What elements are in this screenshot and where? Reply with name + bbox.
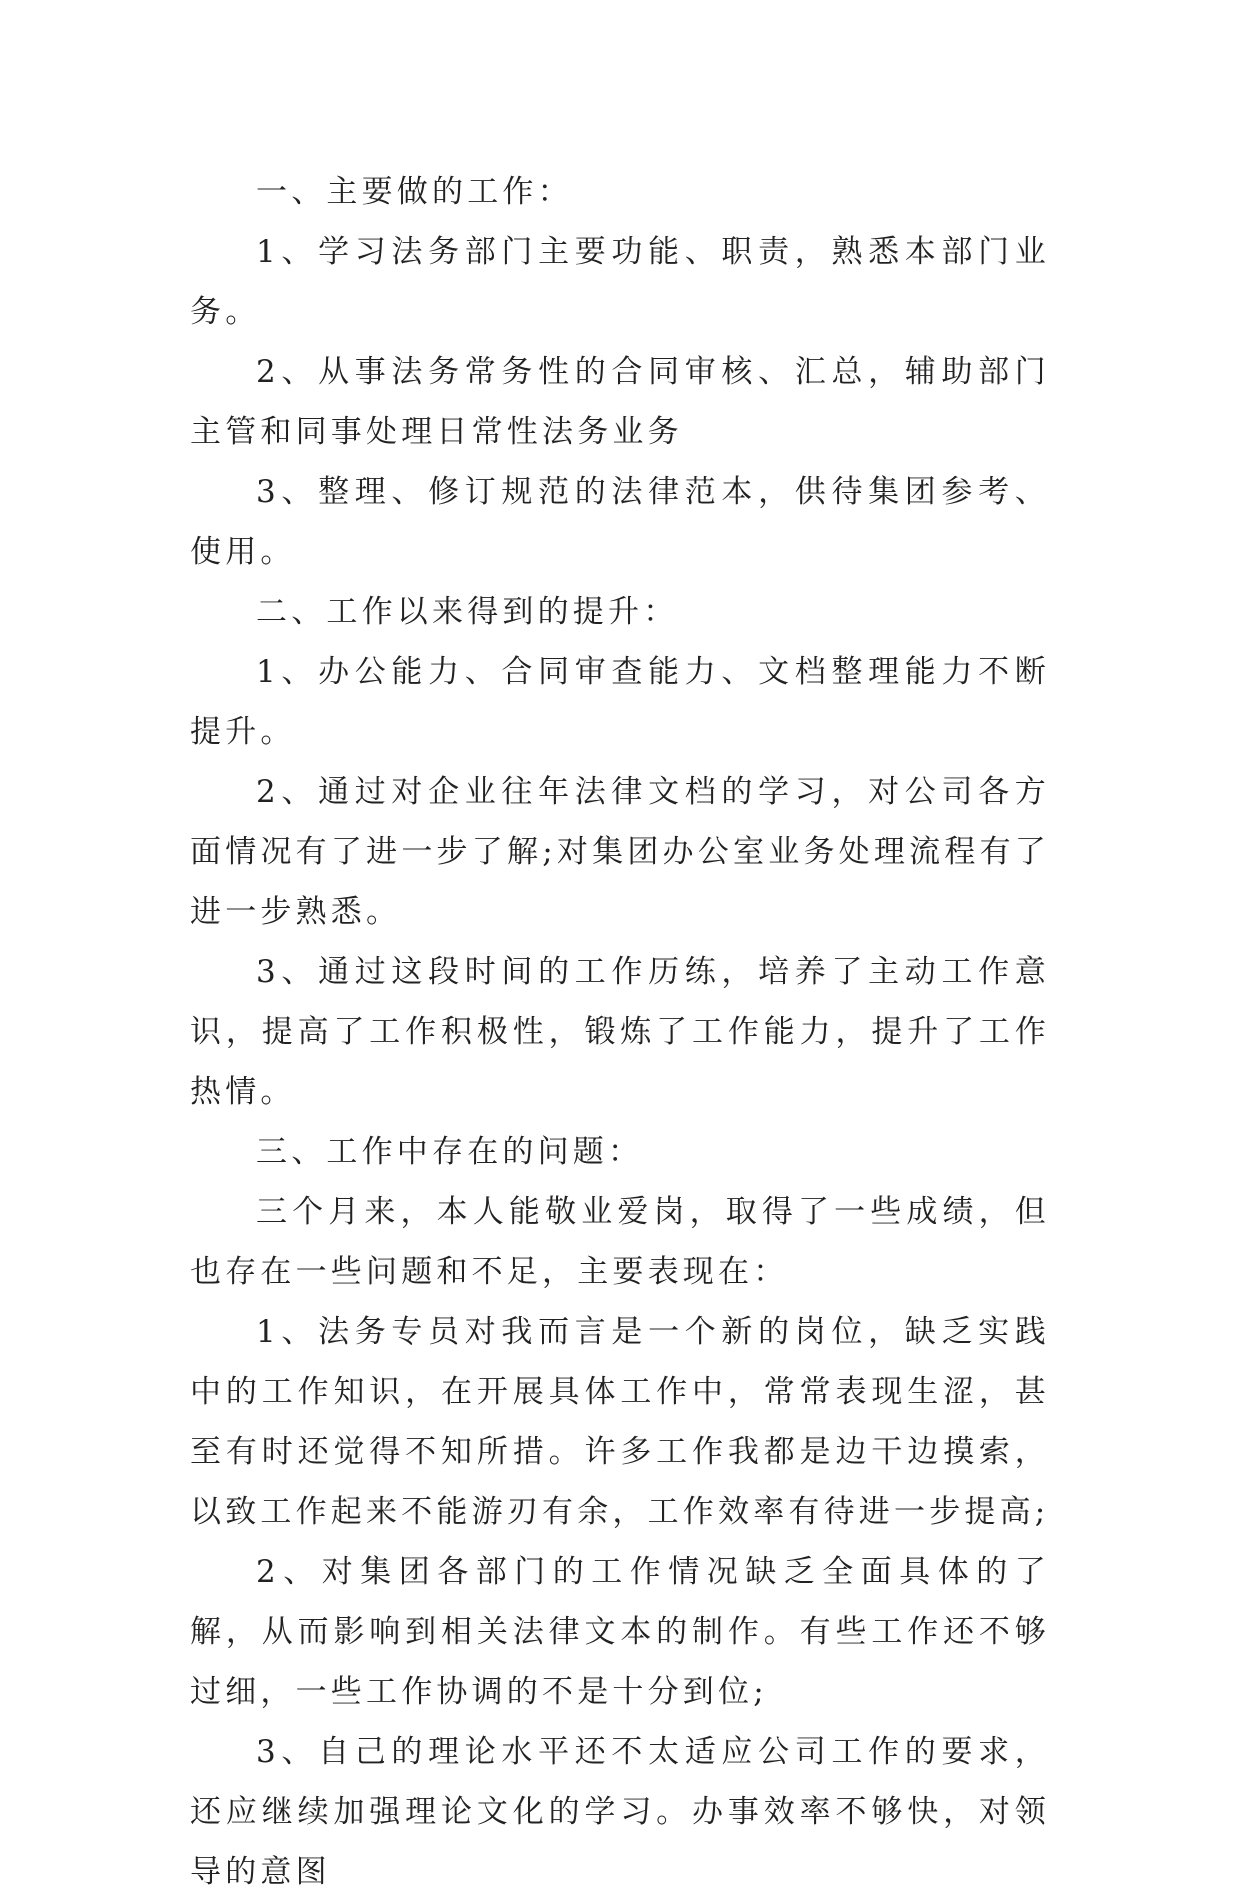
paragraph: 1、办公能力、合同审查能力、文档整理能力不断提升。 bbox=[190, 654, 1050, 750]
paragraph: 3、整理、修订规范的法律范本，供待集团参考、使用。 bbox=[190, 474, 1050, 570]
heading-problems: 三、工作中存在的问题： bbox=[256, 1134, 644, 1170]
paragraph: 2、从事法务常务性的合同审核、汇总，辅助部门主管和同事处理日常性法务业务 bbox=[190, 354, 1050, 450]
heading-main-work: 一、主要做的工作： bbox=[256, 174, 573, 210]
document-body bbox=[190, 162, 1050, 1902]
paragraph: 2、通过对企业往年法律文档的学习，对公司各方面情况有了进一步了解;对集团办公室业务处理流程有了进一步熟悉。 bbox=[190, 774, 1050, 930]
paragraph: 1、学习法务部门主要功能、职责，熟悉本部门业务。 bbox=[190, 234, 1050, 330]
paragraph: 3、通过这段时间的工作历练，培养了主动工作意识，提高了工作积极性，锻炼了工作能力，提升了工作热情。 bbox=[190, 954, 1050, 1110]
paragraph: 1、法务专员对我而言是一个新的岗位，缺乏实践中的工作知识，在开展具体工作中，常常表现生涩，甚至有时还觉得不知所措。许多工作我都是边干边摸索，以致工作起来不能游刃有余，工作效率有待进一步提高; bbox=[190, 1314, 1050, 1530]
paragraph: 2、对集团各部门的工作情况缺乏全面具体的了解，从而影响到相关法律文本的制作。有些工作还不够过细，一些工作协调的不是十分到位; bbox=[190, 1554, 1050, 1710]
heading-improvements: 二、工作以来得到的提升： bbox=[256, 594, 679, 630]
paragraph: 3、自己的理论水平还不太适应公司工作的要求，还应继续加强理论文化的学习。办事效率不够快，对领导的意图 bbox=[190, 1734, 1050, 1890]
paragraph: 三个月来，本人能敬业爱岗，取得了一些成绩，但也存在一些问题和不足，主要表现在： bbox=[190, 1194, 1050, 1290]
